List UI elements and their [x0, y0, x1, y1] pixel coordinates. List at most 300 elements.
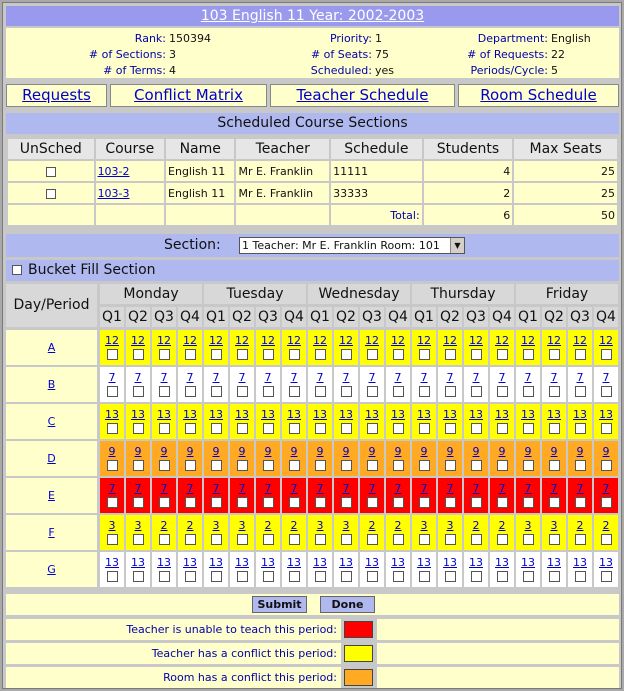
- period-checkbox[interactable]: [211, 571, 222, 582]
- period-count-link[interactable]: 7: [212, 482, 220, 495]
- period-count-link[interactable]: 7: [524, 482, 532, 495]
- period-checkbox[interactable]: [133, 386, 144, 397]
- period-count-link[interactable]: 12: [209, 334, 223, 347]
- period-checkbox[interactable]: [263, 423, 274, 434]
- period-checkbox[interactable]: [393, 460, 404, 471]
- period-count-link[interactable]: 7: [264, 371, 272, 384]
- period-count-link[interactable]: 3: [342, 519, 350, 532]
- period-checkbox[interactable]: [445, 497, 456, 508]
- period-count-link[interactable]: 13: [365, 556, 379, 569]
- period-count-link[interactable]: 13: [209, 408, 223, 421]
- period-link[interactable]: F: [48, 526, 55, 539]
- period-checkbox[interactable]: [575, 460, 586, 471]
- period-count-link[interactable]: 3: [446, 519, 454, 532]
- period-count-link[interactable]: 13: [131, 408, 145, 421]
- period-count-link[interactable]: 3: [420, 519, 428, 532]
- period-count-link[interactable]: 9: [160, 445, 168, 458]
- period-count-link[interactable]: 12: [287, 334, 301, 347]
- period-count-link[interactable]: 9: [576, 445, 584, 458]
- period-count-link[interactable]: 12: [573, 334, 587, 347]
- course-link[interactable]: 103-3: [97, 186, 130, 200]
- period-count-link[interactable]: 13: [573, 556, 587, 569]
- period-count-link[interactable]: 9: [212, 445, 220, 458]
- period-count-link[interactable]: 12: [235, 334, 249, 347]
- period-checkbox[interactable]: [471, 571, 482, 582]
- period-checkbox[interactable]: [133, 460, 144, 471]
- period-checkbox[interactable]: [185, 497, 196, 508]
- period-count-link[interactable]: 9: [186, 445, 194, 458]
- period-checkbox[interactable]: [237, 386, 248, 397]
- period-count-link[interactable]: 7: [394, 482, 402, 495]
- period-checkbox[interactable]: [393, 349, 404, 360]
- period-checkbox[interactable]: [601, 497, 612, 508]
- period-checkbox[interactable]: [523, 497, 534, 508]
- period-count-link[interactable]: 9: [290, 445, 298, 458]
- period-count-link[interactable]: 12: [469, 334, 483, 347]
- period-count-link[interactable]: 2: [264, 519, 272, 532]
- period-count-link[interactable]: 2: [602, 519, 610, 532]
- period-count-link[interactable]: 3: [238, 519, 246, 532]
- period-checkbox[interactable]: [263, 460, 274, 471]
- period-count-link[interactable]: 7: [524, 371, 532, 384]
- period-checkbox[interactable]: [237, 423, 248, 434]
- period-count-link[interactable]: 9: [524, 445, 532, 458]
- period-count-link[interactable]: 7: [602, 371, 610, 384]
- nav-room-schedule-link[interactable]: Room Schedule: [480, 86, 597, 104]
- section-select[interactable]: [239, 237, 465, 254]
- period-count-link[interactable]: 13: [157, 408, 171, 421]
- period-count-link[interactable]: 9: [316, 445, 324, 458]
- period-checkbox[interactable]: [601, 460, 612, 471]
- period-count-link[interactable]: 12: [443, 334, 457, 347]
- period-checkbox[interactable]: [185, 349, 196, 360]
- period-checkbox[interactable]: [341, 349, 352, 360]
- period-checkbox[interactable]: [211, 349, 222, 360]
- period-checkbox[interactable]: [497, 423, 508, 434]
- period-checkbox[interactable]: [211, 386, 222, 397]
- period-checkbox[interactable]: [497, 349, 508, 360]
- period-checkbox[interactable]: [393, 534, 404, 545]
- period-count-link[interactable]: 7: [602, 482, 610, 495]
- period-checkbox[interactable]: [133, 497, 144, 508]
- period-checkbox[interactable]: [107, 571, 118, 582]
- period-checkbox[interactable]: [523, 571, 534, 582]
- period-count-link[interactable]: 9: [108, 445, 116, 458]
- submit-button[interactable]: Submit: [252, 596, 307, 613]
- period-checkbox[interactable]: [367, 497, 378, 508]
- period-count-link[interactable]: 7: [160, 482, 168, 495]
- period-checkbox[interactable]: [471, 386, 482, 397]
- period-count-link[interactable]: 13: [105, 556, 119, 569]
- period-checkbox[interactable]: [549, 571, 560, 582]
- period-count-link[interactable]: 9: [264, 445, 272, 458]
- period-checkbox[interactable]: [159, 497, 170, 508]
- period-count-link[interactable]: 13: [443, 408, 457, 421]
- period-checkbox[interactable]: [237, 571, 248, 582]
- period-checkbox[interactable]: [549, 423, 560, 434]
- period-checkbox[interactable]: [471, 534, 482, 545]
- period-count-link[interactable]: 7: [238, 371, 246, 384]
- period-count-link[interactable]: 13: [495, 556, 509, 569]
- period-checkbox[interactable]: [107, 460, 118, 471]
- period-count-link[interactable]: 13: [131, 556, 145, 569]
- period-checkbox[interactable]: [263, 386, 274, 397]
- period-checkbox[interactable]: [211, 497, 222, 508]
- period-checkbox[interactable]: [133, 423, 144, 434]
- period-checkbox[interactable]: [419, 497, 430, 508]
- period-count-link[interactable]: 13: [209, 556, 223, 569]
- period-count-link[interactable]: 3: [108, 519, 116, 532]
- period-count-link[interactable]: 13: [547, 556, 561, 569]
- period-count-link[interactable]: 7: [394, 371, 402, 384]
- period-checkbox[interactable]: [159, 534, 170, 545]
- period-count-link[interactable]: 3: [524, 519, 532, 532]
- period-checkbox[interactable]: [315, 460, 326, 471]
- period-checkbox[interactable]: [419, 571, 430, 582]
- period-checkbox[interactable]: [601, 349, 612, 360]
- period-count-link[interactable]: 7: [134, 482, 142, 495]
- period-count-link[interactable]: 12: [417, 334, 431, 347]
- period-count-link[interactable]: 2: [576, 519, 584, 532]
- period-checkbox[interactable]: [211, 534, 222, 545]
- period-checkbox[interactable]: [185, 571, 196, 582]
- period-checkbox[interactable]: [419, 423, 430, 434]
- period-count-link[interactable]: 9: [550, 445, 558, 458]
- period-checkbox[interactable]: [549, 349, 560, 360]
- period-checkbox[interactable]: [289, 386, 300, 397]
- period-checkbox[interactable]: [575, 497, 586, 508]
- period-count-link[interactable]: 12: [547, 334, 561, 347]
- period-count-link[interactable]: 3: [212, 519, 220, 532]
- period-count-link[interactable]: 9: [498, 445, 506, 458]
- period-count-link[interactable]: 13: [183, 408, 197, 421]
- period-checkbox[interactable]: [549, 534, 560, 545]
- period-count-link[interactable]: 12: [313, 334, 327, 347]
- chevron-down-icon[interactable]: ▼: [450, 238, 464, 253]
- period-count-link[interactable]: 2: [498, 519, 506, 532]
- period-count-link[interactable]: 13: [417, 408, 431, 421]
- period-count-link[interactable]: 2: [186, 519, 194, 532]
- period-checkbox[interactable]: [289, 349, 300, 360]
- period-checkbox[interactable]: [133, 534, 144, 545]
- period-checkbox[interactable]: [497, 386, 508, 397]
- period-checkbox[interactable]: [575, 571, 586, 582]
- period-checkbox[interactable]: [367, 423, 378, 434]
- period-checkbox[interactable]: [367, 534, 378, 545]
- period-count-link[interactable]: 13: [443, 556, 457, 569]
- period-count-link[interactable]: 13: [313, 556, 327, 569]
- period-checkbox[interactable]: [419, 349, 430, 360]
- period-checkbox[interactable]: [445, 571, 456, 582]
- course-link[interactable]: 103-2: [97, 164, 130, 178]
- period-checkbox[interactable]: [185, 423, 196, 434]
- period-count-link[interactable]: 9: [602, 445, 610, 458]
- period-checkbox[interactable]: [367, 386, 378, 397]
- period-count-link[interactable]: 7: [472, 482, 480, 495]
- bucket-fill-checkbox[interactable]: [12, 265, 22, 275]
- period-count-link[interactable]: 9: [420, 445, 428, 458]
- period-checkbox[interactable]: [341, 423, 352, 434]
- period-count-link[interactable]: 7: [420, 482, 428, 495]
- period-count-link[interactable]: 13: [391, 556, 405, 569]
- period-checkbox[interactable]: [107, 497, 118, 508]
- period-checkbox[interactable]: [575, 534, 586, 545]
- period-count-link[interactable]: 13: [235, 408, 249, 421]
- period-count-link[interactable]: 12: [495, 334, 509, 347]
- period-checkbox[interactable]: [393, 386, 404, 397]
- period-count-link[interactable]: 9: [342, 445, 350, 458]
- period-checkbox[interactable]: [263, 534, 274, 545]
- period-checkbox[interactable]: [549, 460, 560, 471]
- period-count-link[interactable]: 7: [108, 371, 116, 384]
- period-count-link[interactable]: 13: [339, 556, 353, 569]
- period-count-link[interactable]: 13: [105, 408, 119, 421]
- period-checkbox[interactable]: [575, 423, 586, 434]
- period-count-link[interactable]: 7: [290, 482, 298, 495]
- period-checkbox[interactable]: [419, 460, 430, 471]
- period-count-link[interactable]: 2: [394, 519, 402, 532]
- period-checkbox[interactable]: [237, 534, 248, 545]
- period-count-link[interactable]: 13: [599, 408, 613, 421]
- period-checkbox[interactable]: [393, 571, 404, 582]
- period-count-link[interactable]: 7: [108, 482, 116, 495]
- period-count-link[interactable]: 7: [316, 482, 324, 495]
- period-checkbox[interactable]: [263, 571, 274, 582]
- period-count-link[interactable]: 13: [261, 408, 275, 421]
- period-count-link[interactable]: 2: [290, 519, 298, 532]
- period-count-link[interactable]: 13: [495, 408, 509, 421]
- period-checkbox[interactable]: [445, 386, 456, 397]
- period-checkbox[interactable]: [107, 423, 118, 434]
- period-checkbox[interactable]: [393, 423, 404, 434]
- period-checkbox[interactable]: [393, 497, 404, 508]
- period-count-link[interactable]: 13: [313, 408, 327, 421]
- period-checkbox[interactable]: [289, 571, 300, 582]
- period-count-link[interactable]: 12: [261, 334, 275, 347]
- period-count-link[interactable]: 7: [446, 371, 454, 384]
- period-link[interactable]: B: [47, 378, 56, 391]
- period-count-link[interactable]: 13: [261, 556, 275, 569]
- period-count-link[interactable]: 7: [368, 371, 376, 384]
- period-count-link[interactable]: 7: [186, 482, 194, 495]
- period-checkbox[interactable]: [289, 423, 300, 434]
- period-count-link[interactable]: 7: [316, 371, 324, 384]
- period-link[interactable]: A: [47, 341, 56, 354]
- period-count-link[interactable]: 13: [183, 556, 197, 569]
- period-count-link[interactable]: 12: [365, 334, 379, 347]
- period-count-link[interactable]: 9: [238, 445, 246, 458]
- nav-teacher-schedule-link[interactable]: Teacher Schedule: [296, 86, 429, 104]
- period-count-link[interactable]: 13: [287, 556, 301, 569]
- period-count-link[interactable]: 13: [365, 408, 379, 421]
- period-checkbox[interactable]: [185, 534, 196, 545]
- period-count-link[interactable]: 12: [339, 334, 353, 347]
- period-count-link[interactable]: 13: [469, 408, 483, 421]
- period-checkbox[interactable]: [159, 386, 170, 397]
- unsched-checkbox[interactable]: [46, 167, 56, 177]
- period-count-link[interactable]: 7: [290, 371, 298, 384]
- period-checkbox[interactable]: [315, 571, 326, 582]
- period-checkbox[interactable]: [367, 460, 378, 471]
- period-checkbox[interactable]: [289, 497, 300, 508]
- period-checkbox[interactable]: [289, 460, 300, 471]
- period-count-link[interactable]: 13: [287, 408, 301, 421]
- period-count-link[interactable]: 13: [157, 556, 171, 569]
- period-checkbox[interactable]: [341, 460, 352, 471]
- period-count-link[interactable]: 2: [160, 519, 168, 532]
- period-checkbox[interactable]: [211, 460, 222, 471]
- period-count-link[interactable]: 7: [186, 371, 194, 384]
- period-count-link[interactable]: 13: [547, 408, 561, 421]
- period-count-link[interactable]: 7: [212, 371, 220, 384]
- period-checkbox[interactable]: [471, 497, 482, 508]
- period-count-link[interactable]: 9: [472, 445, 480, 458]
- period-checkbox[interactable]: [497, 497, 508, 508]
- period-count-link[interactable]: 13: [469, 556, 483, 569]
- period-count-link[interactable]: 7: [498, 482, 506, 495]
- period-checkbox[interactable]: [523, 423, 534, 434]
- period-count-link[interactable]: 9: [446, 445, 454, 458]
- period-checkbox[interactable]: [107, 386, 118, 397]
- period-checkbox[interactable]: [315, 423, 326, 434]
- period-checkbox[interactable]: [523, 349, 534, 360]
- period-checkbox[interactable]: [497, 534, 508, 545]
- period-count-link[interactable]: 12: [131, 334, 145, 347]
- period-checkbox[interactable]: [133, 571, 144, 582]
- period-checkbox[interactable]: [159, 423, 170, 434]
- period-checkbox[interactable]: [601, 423, 612, 434]
- period-count-link[interactable]: 12: [105, 334, 119, 347]
- period-count-link[interactable]: 12: [599, 334, 613, 347]
- period-checkbox[interactable]: [315, 497, 326, 508]
- period-checkbox[interactable]: [367, 571, 378, 582]
- period-checkbox[interactable]: [601, 571, 612, 582]
- period-checkbox[interactable]: [185, 386, 196, 397]
- period-checkbox[interactable]: [445, 534, 456, 545]
- unsched-checkbox[interactable]: [46, 189, 56, 199]
- period-checkbox[interactable]: [237, 460, 248, 471]
- period-count-link[interactable]: 12: [521, 334, 535, 347]
- period-count-link[interactable]: 2: [368, 519, 376, 532]
- period-count-link[interactable]: 13: [235, 556, 249, 569]
- period-count-link[interactable]: 7: [238, 482, 246, 495]
- period-checkbox[interactable]: [471, 460, 482, 471]
- period-checkbox[interactable]: [341, 534, 352, 545]
- period-checkbox[interactable]: [601, 386, 612, 397]
- period-count-link[interactable]: 12: [391, 334, 405, 347]
- period-count-link[interactable]: 7: [576, 371, 584, 384]
- period-checkbox[interactable]: [159, 571, 170, 582]
- period-count-link[interactable]: 7: [368, 482, 376, 495]
- period-checkbox[interactable]: [497, 571, 508, 582]
- period-checkbox[interactable]: [211, 423, 222, 434]
- period-checkbox[interactable]: [159, 460, 170, 471]
- period-checkbox[interactable]: [471, 423, 482, 434]
- period-checkbox[interactable]: [315, 349, 326, 360]
- period-count-link[interactable]: 9: [368, 445, 376, 458]
- nav-requests-link[interactable]: Requests: [22, 86, 91, 104]
- period-checkbox[interactable]: [419, 386, 430, 397]
- period-checkbox[interactable]: [575, 386, 586, 397]
- period-count-link[interactable]: 7: [472, 371, 480, 384]
- period-count-link[interactable]: 7: [446, 482, 454, 495]
- period-checkbox[interactable]: [523, 460, 534, 471]
- period-count-link[interactable]: 7: [498, 371, 506, 384]
- period-checkbox[interactable]: [445, 349, 456, 360]
- period-count-link[interactable]: 13: [573, 408, 587, 421]
- period-checkbox[interactable]: [497, 460, 508, 471]
- period-checkbox[interactable]: [367, 349, 378, 360]
- period-link[interactable]: C: [47, 415, 56, 428]
- period-link[interactable]: D: [47, 452, 56, 465]
- period-count-link[interactable]: 7: [550, 371, 558, 384]
- period-count-link[interactable]: 13: [599, 556, 613, 569]
- period-checkbox[interactable]: [237, 497, 248, 508]
- period-count-link[interactable]: 3: [134, 519, 142, 532]
- period-count-link[interactable]: 13: [521, 408, 535, 421]
- period-count-link[interactable]: 9: [134, 445, 142, 458]
- period-checkbox[interactable]: [315, 534, 326, 545]
- period-checkbox[interactable]: [549, 386, 560, 397]
- period-checkbox[interactable]: [263, 497, 274, 508]
- period-link[interactable]: E: [48, 489, 55, 502]
- period-checkbox[interactable]: [445, 460, 456, 471]
- period-checkbox[interactable]: [185, 460, 196, 471]
- period-count-link[interactable]: 7: [160, 371, 168, 384]
- period-count-link[interactable]: 7: [576, 482, 584, 495]
- period-checkbox[interactable]: [341, 571, 352, 582]
- period-checkbox[interactable]: [549, 497, 560, 508]
- period-count-link[interactable]: 12: [183, 334, 197, 347]
- period-count-link[interactable]: 13: [391, 408, 405, 421]
- period-checkbox[interactable]: [601, 534, 612, 545]
- period-checkbox[interactable]: [107, 534, 118, 545]
- period-count-link[interactable]: 7: [550, 482, 558, 495]
- period-count-link[interactable]: 7: [342, 482, 350, 495]
- period-checkbox[interactable]: [315, 386, 326, 397]
- period-checkbox[interactable]: [289, 534, 300, 545]
- period-checkbox[interactable]: [107, 349, 118, 360]
- period-checkbox[interactable]: [341, 386, 352, 397]
- nav-conflict-matrix-link[interactable]: Conflict Matrix: [134, 86, 243, 104]
- done-button[interactable]: Done: [320, 596, 375, 613]
- period-count-link[interactable]: 7: [134, 371, 142, 384]
- period-count-link[interactable]: 7: [264, 482, 272, 495]
- period-checkbox[interactable]: [523, 386, 534, 397]
- period-checkbox[interactable]: [159, 349, 170, 360]
- period-count-link[interactable]: 7: [342, 371, 350, 384]
- period-checkbox[interactable]: [419, 534, 430, 545]
- period-checkbox[interactable]: [445, 423, 456, 434]
- period-checkbox[interactable]: [133, 349, 144, 360]
- period-count-link[interactable]: 13: [339, 408, 353, 421]
- period-count-link[interactable]: 7: [420, 371, 428, 384]
- period-count-link[interactable]: 3: [550, 519, 558, 532]
- period-count-link[interactable]: 13: [521, 556, 535, 569]
- period-checkbox[interactable]: [471, 349, 482, 360]
- period-count-link[interactable]: 12: [157, 334, 171, 347]
- period-link[interactable]: G: [47, 563, 56, 576]
- period-count-link[interactable]: 2: [472, 519, 480, 532]
- period-checkbox[interactable]: [237, 349, 248, 360]
- period-checkbox[interactable]: [263, 349, 274, 360]
- period-checkbox[interactable]: [341, 497, 352, 508]
- period-checkbox[interactable]: [523, 534, 534, 545]
- period-checkbox[interactable]: [575, 349, 586, 360]
- period-count-link[interactable]: 3: [316, 519, 324, 532]
- period-count-link[interactable]: 13: [417, 556, 431, 569]
- period-count-link[interactable]: 9: [394, 445, 402, 458]
